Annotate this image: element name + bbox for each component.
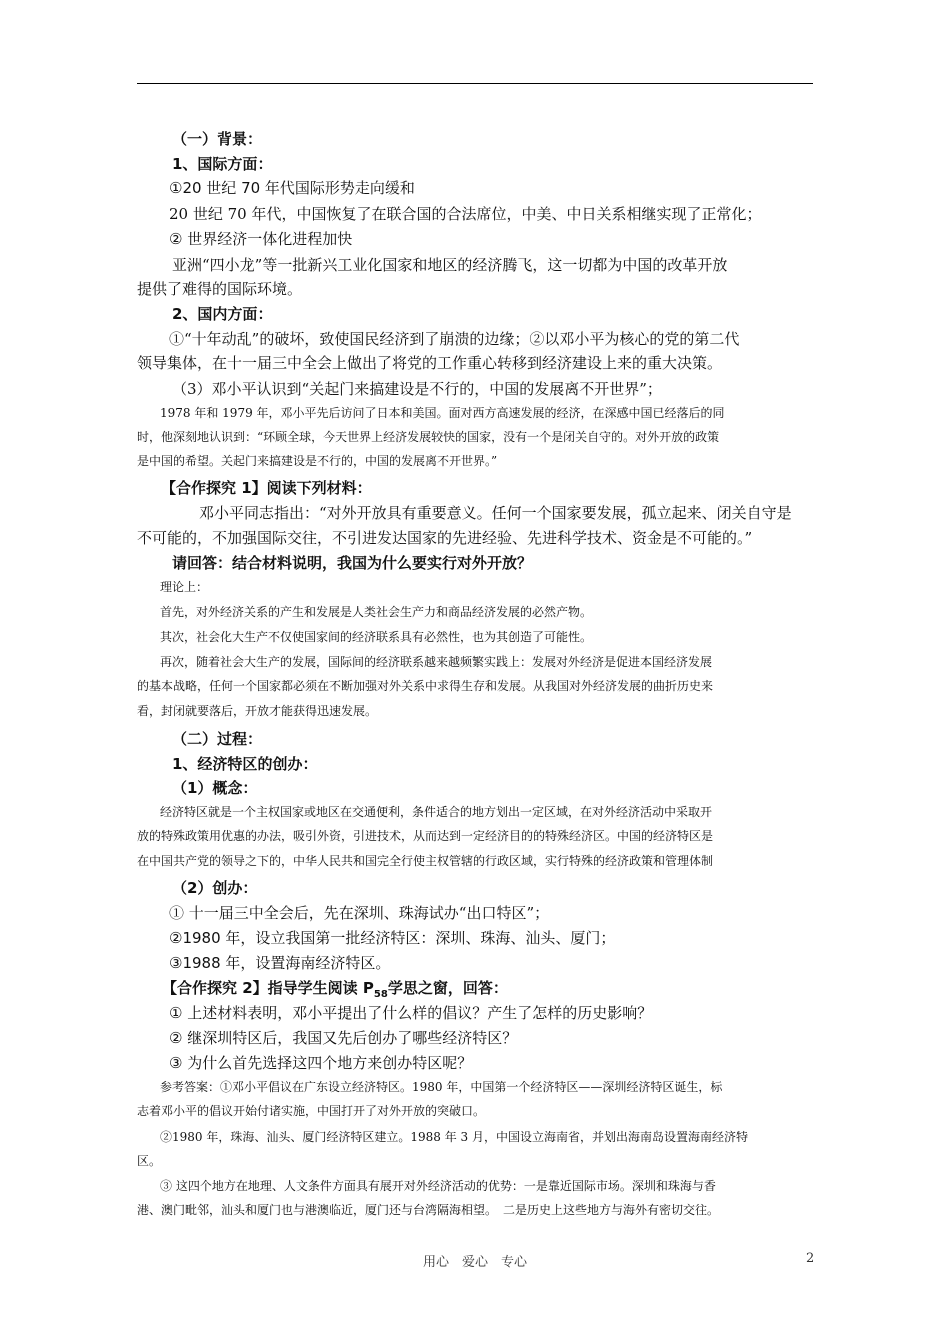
footer-motto: 用心 爱心 专心 <box>423 1255 528 1270</box>
intl-item-2-text-b: 提供了难得的国际环境。 <box>137 280 303 298</box>
coop-2-question-1: ① 上述材料表明，邓小平提出了什么样的倡议？产生了怎样的历史影响？ <box>169 1004 653 1022</box>
point-3: （3）邓小平认识到“关起门来搞建设是不行的，中国的发展离不开世界”； <box>172 380 662 398</box>
coop-1-answer-3a: 再次，随着社会大生产的发展，国际间的经济联系越来越频繁实践上：发展对外经济是促进本国经济发展 <box>160 655 713 669</box>
coop-1-quote-a: 邓小平同志指出：“对外开放具有重要意义。任何一个国家要发展，孤立起来、闭关自守是 <box>199 504 792 522</box>
coop-1-answer-3c: 看，封闭就要落后，开放才能获得迅速发展。 <box>137 704 378 718</box>
coop-2-answer-1b: 志着邓小平的倡议开始付诸实施，中国打开了对外开放的突破口。 <box>137 1104 486 1118</box>
intl-item-1: ①20 世纪 70 年代国际形势走向缓和 <box>169 179 415 197</box>
coop-2-question-2: ② 继深圳特区后，我国又先后创办了哪些经济特区？ <box>169 1029 518 1047</box>
point-3-para-1: 1978 年和 1979 年，邓小平先后访问了日本和美国。面对西方高速发展的经济，在深感中国已经落后的同 <box>160 406 725 420</box>
point-3-para-2: 时，他深刻地认识到：“环顾全球，今天世界上经济发展较快的国家，没有一个是闭关自守的。对外开放的政策 <box>137 430 720 444</box>
concept-text-1: 经济特区就是一个主权国家或地区在交通便利，条件适合的地方划出一定区域，在对外经济活动中采取开 <box>160 805 713 819</box>
coop-2-answer-3a: ③ 这四个地方在地理、人文条件方面具有展开对外经济活动的优势：一是靠近国际市场。深圳和珠海与香 <box>160 1179 716 1193</box>
coop-2-answer-3b: 港、澳门毗邻，汕头和厦门也与港澳临近，厦门还与台湾隔海相望。 二是历史上这些地方与海外有密切交往。 <box>137 1203 720 1217</box>
founding-item-1: ① 十一届三中全会后，先在深圳、珠海试办“出口特区”； <box>169 904 550 922</box>
point-3-para-3: 是中国的希望。关起门来搞建设是不行的，中国的发展离不开世界。” <box>137 454 498 468</box>
sez-heading: 1、经济特区的创办： <box>172 755 318 773</box>
coop-2-heading <box>162 977 508 1000</box>
coop-2-question-3: ③ 为什么首先选择这四个地方来创办特区呢？ <box>169 1054 473 1072</box>
coop-1-answer-2: 其次，社会化大生产不仅使国家间的经济联系具有必然性，也为其创造了可能性。 <box>160 630 593 644</box>
domestic-text-b: 领导集体，在十一届三中全会上做出了将党的工作重心转移到经济建设上来的重大决策。 <box>137 354 723 372</box>
intl-item-2: ② 世界经济一体化进程加快 <box>169 230 353 248</box>
coop-2-heading-lead: 【合作探究 2】指导学生阅读 P <box>162 979 374 997</box>
founding-item-3: ③1988 年，设置海南经济特区。 <box>169 954 391 972</box>
founding-item-2: ②1980 年，设立我国第一批经济特区：深圳、珠海、汕头、厦门； <box>169 929 616 947</box>
coop-1-answer-0: 理论上： <box>160 580 209 594</box>
coop-2-answer-1a: 参考答案：①邓小平倡议在广东设立经济特区。1980 年，中国第一个经济特区——深圳经济特区诞生，标 <box>160 1080 723 1094</box>
coop-2-heading-tail: 学思之窗，回答： <box>387 979 508 997</box>
international-heading: 1、国际方面： <box>172 155 273 173</box>
intl-item-1-text: 20 世纪 70 年代，中国恢复了在联合国的合法席位，中美、中日关系相继实现了正常化； <box>169 205 762 223</box>
concept-text-2: 放的特殊政策用优惠的办法，吸引外资，引进技术，从而达到一定经济目的的特殊经济区。中国的经济特区是 <box>137 829 714 843</box>
coop-1-question: 请回答：结合材料说明，我国为什么要实行对外开放？ <box>172 554 533 572</box>
section-1-heading: （一）背景： <box>172 130 263 148</box>
coop-2-answer-2b: 区。 <box>137 1154 162 1168</box>
founding-heading: （2）创办： <box>172 879 258 897</box>
coop-1-quote-b: 不可能的，不加强国际交往，不引进发达国家的先进经验、先进科学技术、资金是不可能的。” <box>137 529 753 547</box>
concept-text-3: 在中国共产党的领导之下的，中华人民共和国完全行使主权管辖的行政区域，实行特殊的经济政策和管理体制 <box>137 854 714 868</box>
header-rule <box>137 83 813 84</box>
page-number: 2 <box>806 1251 815 1266</box>
coop-1-heading: 【合作探究 1】阅读下列材料： <box>161 479 372 497</box>
coop-2-answer-2a: ②1980 年，珠海、汕头、厦门经济特区建立。1988 年 3 月，中国设立海南省，并划出海南岛设置海南经济特 <box>160 1130 748 1144</box>
intl-item-2-text-a: 亚洲“四小龙”等一批新兴工业化国家和地区的经济腾飞，这一切都为中国的改革开放 <box>172 256 728 274</box>
section-2-heading: （二）过程： <box>172 730 263 748</box>
concept-heading: （1）概念： <box>172 779 258 797</box>
domestic-text-a: ①“十年动乱”的破坏，致使国民经济到了崩溃的边缘；②以邓小平为核心的党的第二代 <box>169 330 740 348</box>
domestic-heading: 2、国内方面： <box>172 305 273 323</box>
coop-1-answer-1: 首先，对外经济关系的产生和发展是人类社会生产力和商品经济发展的必然产物。 <box>160 605 593 619</box>
coop-1-answer-3b: 的基本战略，任何一个国家都必须在不断加强对外关系中求得生存和发展。从我国对外经济发展的曲折历史来 <box>137 679 714 693</box>
coop-2-page-ref: 58 <box>373 989 388 1000</box>
